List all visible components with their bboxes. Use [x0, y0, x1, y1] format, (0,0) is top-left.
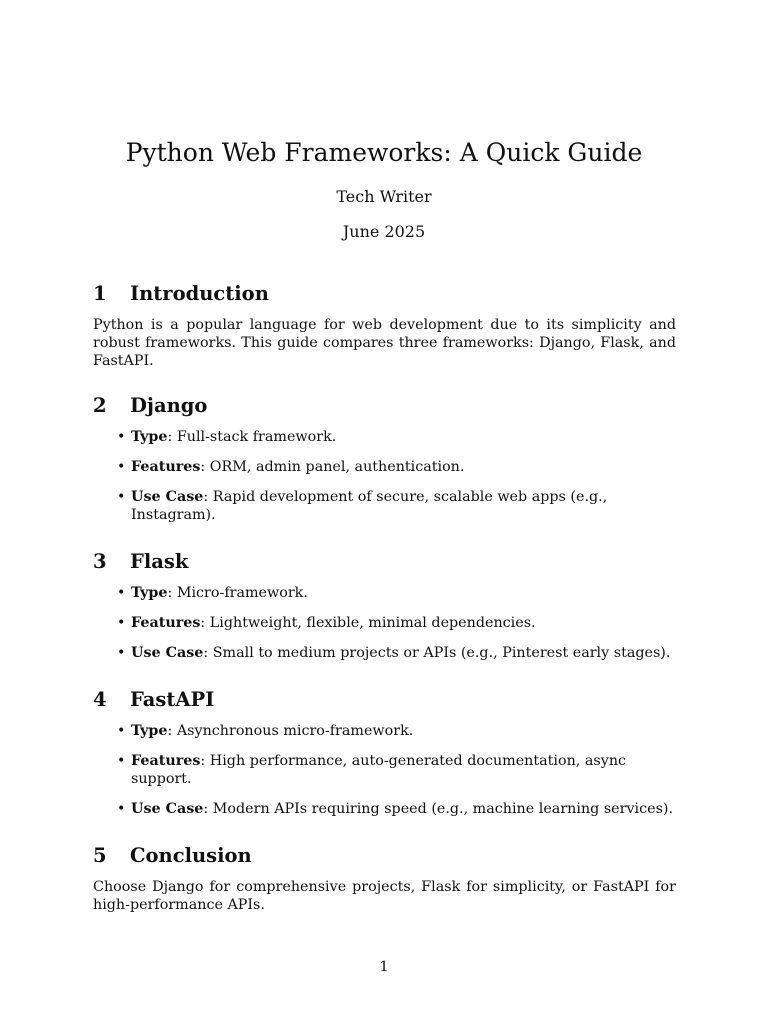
section-number: 3 — [93, 550, 107, 573]
item-term: Use Case — [131, 489, 204, 505]
item-text: : Small to medium projects or APIs (e.g., Pinterest early stages). — [203, 645, 671, 661]
section-heading — [93, 548, 676, 576]
document-body — [93, 280, 676, 936]
fastapi-feature-list — [93, 722, 676, 818]
item-term: Type — [131, 429, 168, 445]
list-item — [93, 644, 676, 662]
section-conclusion — [93, 842, 676, 914]
item-term: Use Case — [131, 801, 204, 817]
section-heading — [93, 842, 676, 870]
item-text: : Lightweight, flexible, minimal dependencies. — [200, 615, 536, 631]
django-feature-list — [93, 428, 676, 524]
item-text: : ORM, admin panel, authentication. — [200, 459, 465, 475]
bullet-icon: • — [117, 645, 126, 661]
list-item — [93, 752, 676, 788]
item-term: Type — [131, 723, 168, 739]
list-item — [93, 458, 676, 476]
section-title: Introduction — [130, 282, 269, 305]
section-heading — [93, 392, 676, 420]
item-term: Type — [131, 585, 168, 601]
bullet-icon: • — [117, 801, 126, 817]
bullet-icon: • — [117, 585, 126, 601]
bullet-icon: • — [117, 615, 126, 631]
section-number: 5 — [93, 844, 107, 867]
section-django — [93, 392, 676, 524]
document-date: June 2025 — [342, 222, 426, 241]
bullet-icon: • — [117, 429, 126, 445]
flask-feature-list — [93, 584, 676, 662]
item-term: Use Case — [131, 645, 204, 661]
list-item — [93, 722, 676, 740]
bullet-icon: • — [117, 753, 126, 769]
section-number: 2 — [93, 394, 107, 417]
section-heading — [93, 686, 676, 714]
section-title: Flask — [130, 550, 189, 573]
bullet-icon: • — [117, 459, 126, 475]
list-item — [93, 428, 676, 446]
item-text: : Modern APIs requiring speed (e.g., machine learning services). — [203, 801, 674, 817]
item-term: Features — [131, 753, 201, 769]
item-text: : Rapid development of secure, scalable web apps (e.g., Instagram). — [131, 489, 608, 523]
item-text: : Asynchronous micro-framework. — [167, 723, 414, 739]
list-item — [93, 488, 676, 524]
item-text: : Full-stack framework. — [167, 429, 337, 445]
item-text: : High performance, auto-generated documentation, async support. — [131, 753, 627, 787]
section-heading — [93, 280, 676, 308]
list-item — [93, 584, 676, 602]
item-text: : Micro-framework. — [167, 585, 308, 601]
list-item — [93, 614, 676, 632]
section-fastapi — [93, 686, 676, 818]
section-flask — [93, 548, 676, 662]
item-term: Features — [131, 615, 201, 631]
bullet-icon: • — [117, 489, 126, 505]
document-author: Tech Writer — [336, 187, 432, 206]
conclusion-paragraph: Choose Django for comprehensive projects, Flask for simplicity, or FastAPI for high-performance APIs. — [93, 879, 676, 913]
section-introduction — [93, 280, 676, 370]
page-number: 1 — [379, 959, 389, 975]
section-title: Conclusion — [130, 844, 252, 867]
section-title: Django — [130, 394, 208, 417]
item-term: Features — [131, 459, 201, 475]
section-number: 1 — [93, 282, 107, 305]
introduction-paragraph: Python is a popular language for web development due to its simplicity and robust frameworks. This guide compares three frameworks: Django, Flask, and FastAPI. — [93, 317, 676, 369]
document-title: Python Web Frameworks: A Quick Guide — [125, 138, 643, 167]
bullet-icon: • — [117, 723, 126, 739]
section-number: 4 — [93, 688, 107, 711]
section-title: FastAPI — [130, 688, 215, 711]
list-item — [93, 800, 676, 818]
